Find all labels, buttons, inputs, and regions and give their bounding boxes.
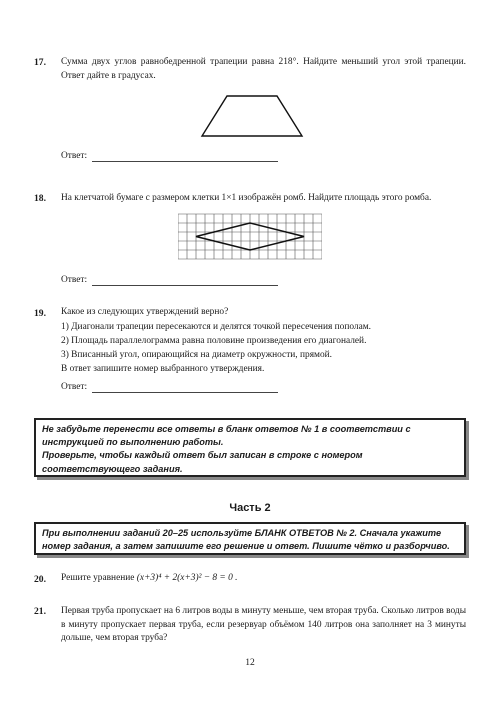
rhombus-grid-figure xyxy=(178,213,322,261)
page-number: 12 xyxy=(245,657,255,668)
q19-intro: Какое из следующих утверждений верно? xyxy=(61,307,229,317)
q20-text xyxy=(61,573,237,583)
q19-instruction: В ответ запишите номер выбранного утверждения. xyxy=(61,364,265,374)
q20-equation: (x+3)⁴ + 2(x+3)² − 8 = 0 . xyxy=(136,573,238,583)
q20-prefix: Решите уравнение xyxy=(61,573,137,583)
q19-option-3: 3) Вписанный угол, опирающийся на диаметр окружности, прямой. xyxy=(61,350,332,360)
q17-answer-line[interactable] xyxy=(92,161,278,162)
q18-text: На клетчатой бумаге с размером клетки 1×1 изображён ромб. Найдите площадь этого ромба. xyxy=(61,193,432,203)
q19-option-1: 1) Диагонали трапеции пересекаются и делятся точкой пересечения пополам. xyxy=(61,322,372,332)
q17-text: Сумма двух углов равнобедренной трапеции равна 218°. Найдите меньший угол этой трапеции. Ответ дайте в градусах. xyxy=(61,57,466,81)
q21-number: 21. xyxy=(34,606,46,617)
part-2-notice-text: При выполнении заданий 20–25 используйте БЛАНК ОТВЕТОВ № 2. Сначала укажите номер задания, а затем запишите его решение и ответ. Пишите чётко и разборчиво. xyxy=(42,528,450,552)
q17-answer-label: Ответ: xyxy=(61,151,88,161)
q20-number: 20. xyxy=(34,574,46,585)
transfer-answers-notice xyxy=(34,418,466,477)
q18-number: 18. xyxy=(34,193,46,204)
q18-answer-label: Ответ: xyxy=(61,275,88,285)
q17-number: 17. xyxy=(34,57,46,68)
part-2-notice xyxy=(34,522,466,555)
notice-line-2: Проверьте, чтобы каждый ответ был записан в строке с номером соответствующего задания. xyxy=(42,450,363,474)
q19-answer-line[interactable] xyxy=(92,392,278,393)
q19-answer-label: Ответ: xyxy=(61,382,88,392)
q18-answer-line[interactable] xyxy=(92,285,278,286)
q19-option-2: 2) Площадь параллелограмма равна половине произведения его диагоналей. xyxy=(61,336,367,346)
notice-line-1: Не забудьте перенести все ответы в бланк ответов № 1 в соответствии с инструкцией по выполнению работы. xyxy=(42,424,411,448)
q21-text: Первая труба пропускает на 6 литров воды в минуту меньше, чем вторая труба. Сколько литров воды в минуту пропускает первая труба, если резервуар объёмом 140 литров она заполняет на 3 минуты дольше, чем вторая труба? xyxy=(61,606,466,644)
trapezoid-figure xyxy=(200,94,304,139)
q19-number: 19. xyxy=(34,308,46,319)
part-2-title: Часть 2 xyxy=(229,502,271,514)
